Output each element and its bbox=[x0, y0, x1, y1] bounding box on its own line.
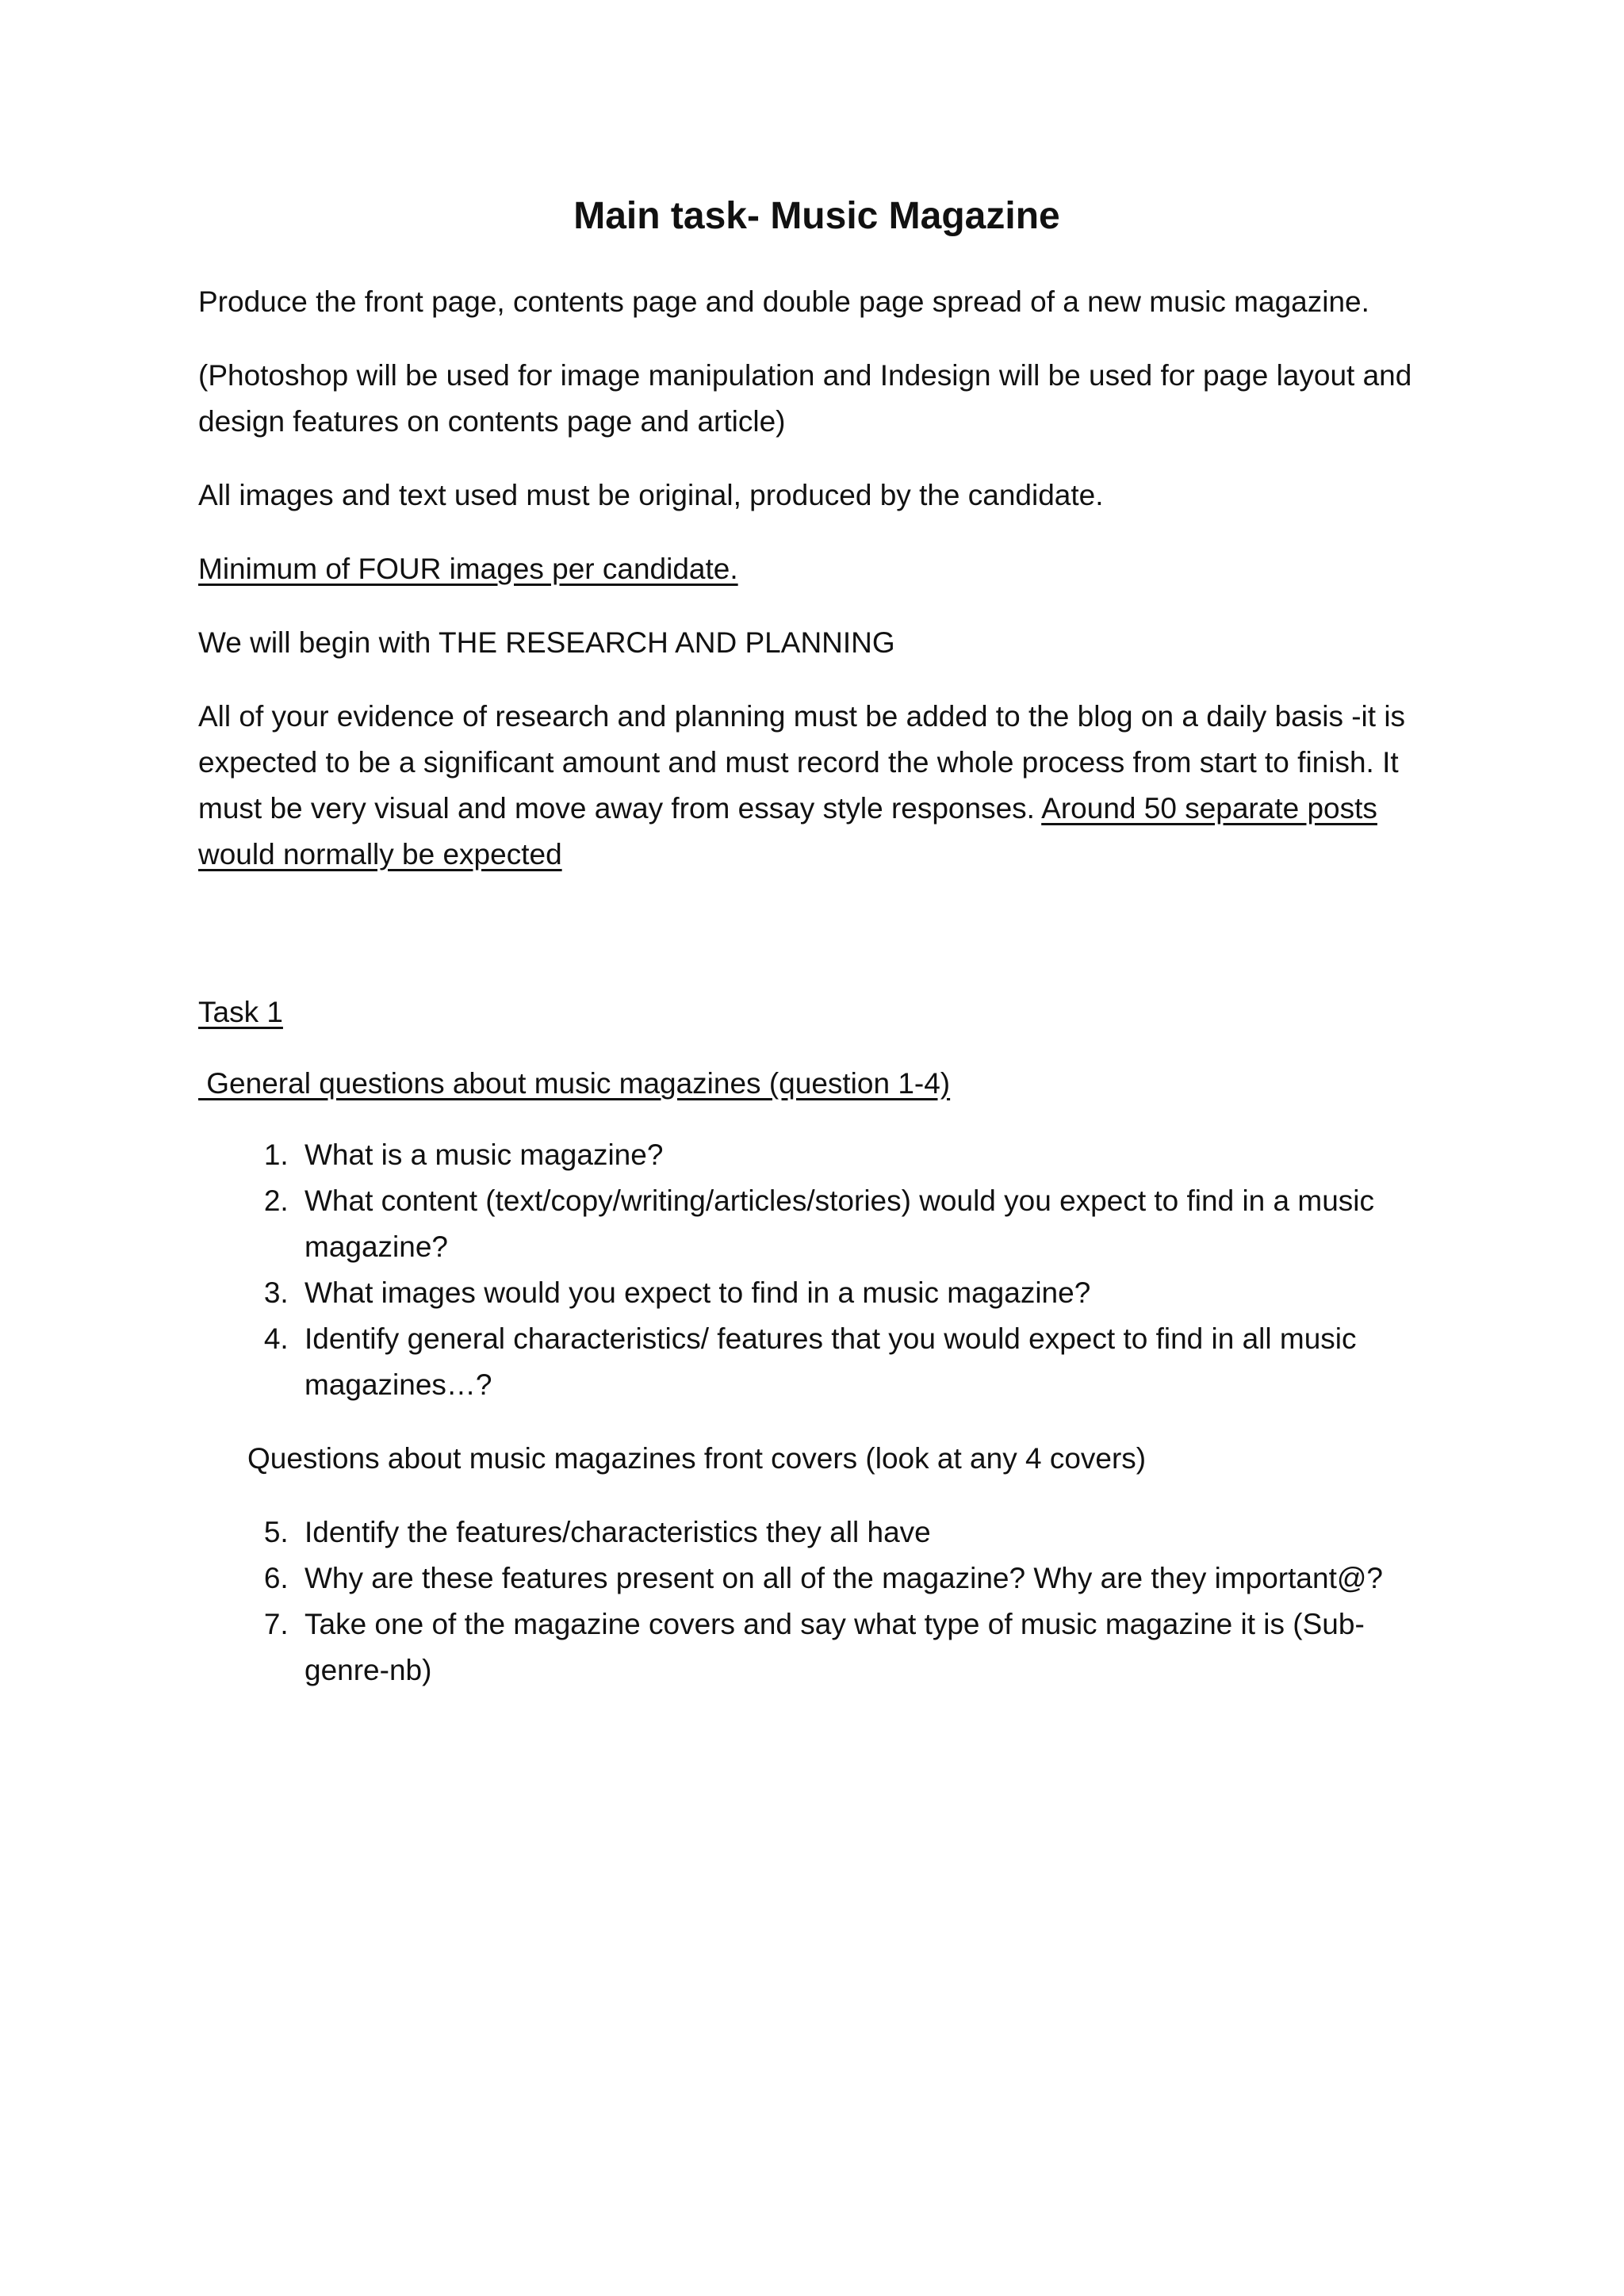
minimum-images-paragraph: Minimum of FOUR images per candidate. bbox=[198, 553, 738, 585]
document-body bbox=[198, 189, 1435, 1721]
evidence-text: All of your evidence of research and planning must be added to the blog on a daily basis -it is expected to be a significant amount and must record the whole process from start to finish. It must be very visual and move away from essay style responses. bbox=[198, 700, 1406, 825]
cover-questions-list bbox=[198, 1510, 1435, 1693]
question-item: 4. Identify general characteristics/ features that you would expect to find in all music magazines…? bbox=[297, 1316, 1435, 1408]
page-title: Main task- Music Magazine bbox=[573, 195, 1060, 237]
originality-paragraph: All images and text used must be original, produced by the candidate. bbox=[198, 479, 1104, 511]
section-spacer bbox=[198, 905, 1435, 989]
software-paragraph: (Photoshop will be used for image manipulation and Indesign will be used for page layout and design features on contents page and article) bbox=[198, 359, 1412, 438]
question-item: 5. Identify the features/characteristics they all have bbox=[297, 1510, 1435, 1556]
question-item: 6. Why are these features present on all of the magazine? Why are they important@? bbox=[297, 1556, 1435, 1601]
task-label: Task 1 bbox=[198, 996, 283, 1028]
intro-paragraph: Produce the front page, contents page and double page spread of a new music magazine. bbox=[198, 285, 1369, 318]
question-item: 7. Take one of the magazine covers and say what type of music magazine it is (Sub-genre-nb) bbox=[297, 1601, 1435, 1693]
general-questions-list bbox=[198, 1132, 1435, 1408]
general-questions-heading: General questions about music magazines (question 1-4) bbox=[198, 1067, 951, 1100]
evidence-paragraph bbox=[198, 694, 1435, 878]
cover-questions-heading: Questions about music magazines front covers (look at any 4 covers) bbox=[247, 1442, 1147, 1475]
research-paragraph: We will begin with THE RESEARCH AND PLANNING bbox=[198, 626, 895, 659]
question-item: 3. What images would you expect to find in a music magazine? bbox=[297, 1270, 1435, 1316]
question-item: 1. What is a music magazine? bbox=[297, 1132, 1435, 1178]
evidence-underlined-text: Around 50 separate posts would normally be expected bbox=[198, 792, 1377, 871]
question-item: 2. What content (text/copy/writing/articles/stories) would you expect to find in a music magazine? bbox=[297, 1178, 1435, 1270]
